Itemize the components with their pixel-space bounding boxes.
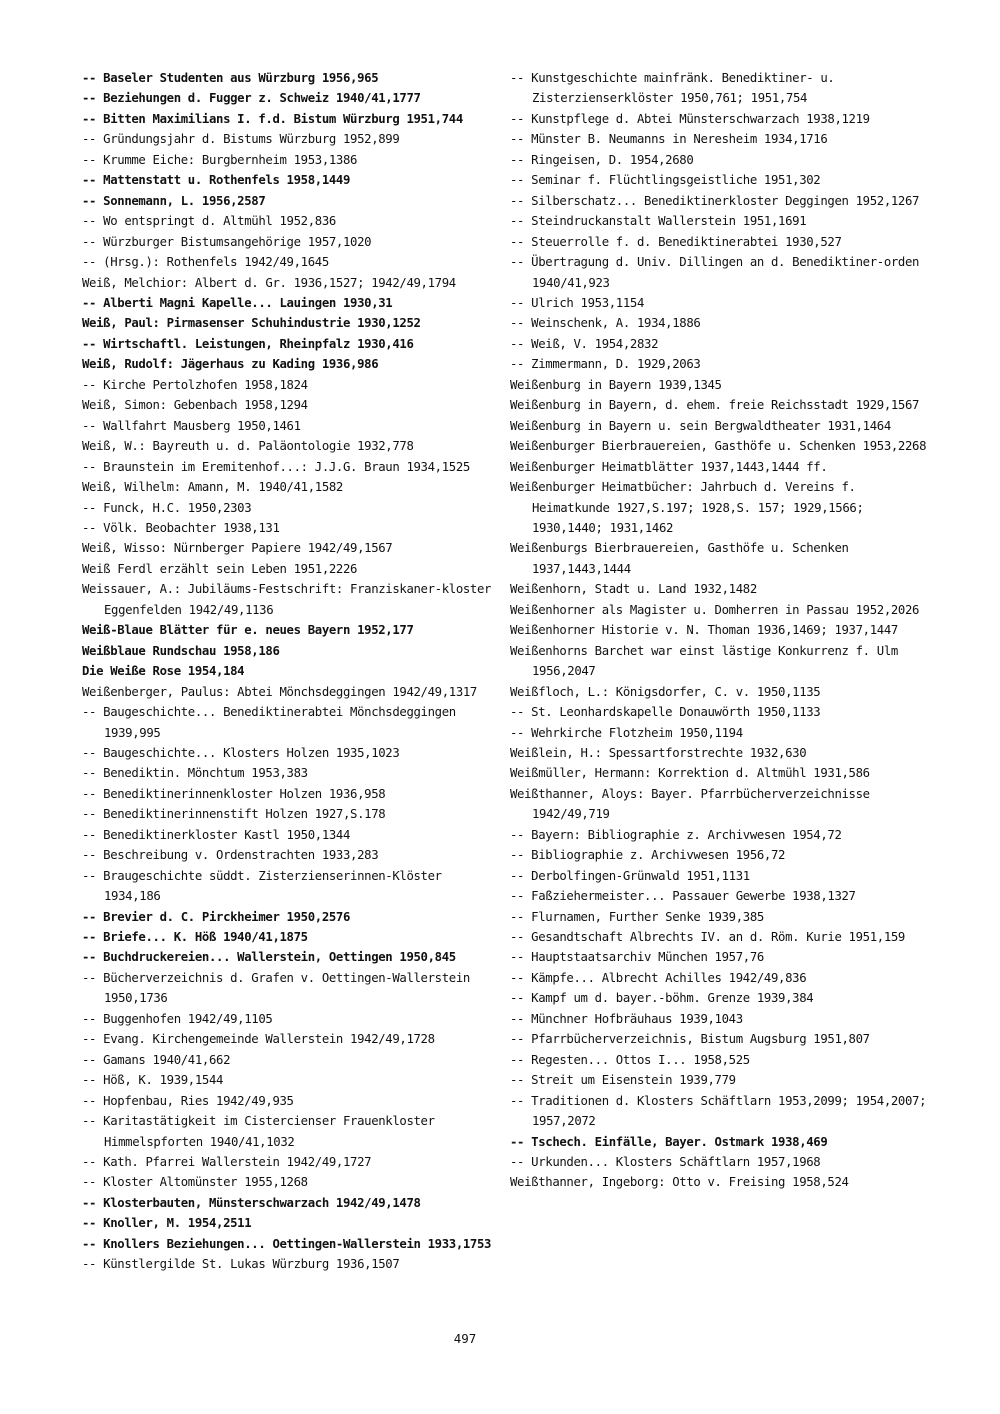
index-entry: -- Künstlergilde St. Lukas Würzburg 1936,1507 (82, 1257, 400, 1272)
index-entry: -- Völk. Beobachter 1938,131 (82, 520, 280, 535)
index-entry: -- Hopfenbau, Ries 1942/49,935 (82, 1093, 294, 1108)
index-entry: -- Braugeschichte süddt. Zisterzienserinnen-Klöster 1934,186 (82, 868, 442, 904)
page-number: 497 (453, 1331, 477, 1346)
index-entry: -- Buchdruckereien... Wallerstein, Oettingen 1950,845 (82, 950, 456, 965)
index-entry: -- Krumme Eiche: Burgbernheim 1953,1386 (82, 152, 358, 167)
index-entry: Weiß, Paul: Pirmasenser Schuhindustrie 1930,1252 (82, 316, 421, 331)
index-entry: -- Baugeschichte... Klosters Holzen 1935,1023 (82, 745, 400, 760)
index-entry: -- Wirtschaftl. Leistungen, Rheinpfalz 1930,416 (82, 336, 414, 351)
index-entry: Weißfloch, L.: Königsdorfer, C. v. 1950,1135 (510, 684, 821, 699)
index-entry: -- Baugeschichte... Benediktinerabtei Mönchsdeggingen 1939,995 (82, 705, 456, 740)
index-entry: Weißenburg in Bayern, d. ehem. freie Reichsstadt 1929,1567 (510, 398, 920, 413)
index-entry: Weißenhorner Historie v. N. Thoman 1936,1469; 1937,1447 (510, 623, 898, 638)
index-entry: -- Flurnamen, Further Senke 1939,385 (510, 909, 764, 924)
index-entry: -- Kampf um d. bayer.-böhm. Grenze 1939,384 (510, 991, 814, 1006)
index-entry: -- Weiß, V. 1954,2832 (510, 336, 659, 351)
index-entry: Weißenburger Bierbrauereien, Gasthöfe u. Schenken 1953,2268 (510, 439, 927, 454)
index-entry: -- Silberschatz... Benediktinerkloster Deggingen 1952,1267 (510, 193, 920, 208)
index-entry: Weißenhorns Barchet war einst lästige Konkurrenz f. Ulm 1956,2047 (510, 643, 898, 679)
index-entry: -- Funck, H.C. 1950,2303 (82, 500, 252, 515)
index-entry: -- Würzburger Bistumsangehörige 1957,1020 (82, 234, 372, 249)
index-entry: -- Regesten... Ottos I... 1958,525 (510, 1052, 750, 1067)
index-entry: -- Urkunden... Klosters Schäftlarn 1957,1968 (510, 1155, 821, 1170)
index-entry: -- Seminar f. Flüchtlingsgeistliche 1951,302 (510, 173, 821, 188)
index-entry: -- Bayern: Bibliographie z. Archivwesen 1954,72 (510, 827, 842, 842)
index-entry: -- Derbolfingen-Grünwald 1951,1131 (510, 868, 750, 883)
index-entry: -- Bibliographie z. Archivwesen 1956,72 (510, 848, 786, 863)
right-column (510, 68, 930, 1193)
index-entry: Weißthanner, Aloys: Bayer. Pfarrbücherverzeichnisse 1942/49,719 (510, 786, 870, 822)
index-entry: -- Briefe... K. Höß 1940/41,1875 (82, 930, 308, 945)
index-entry: -- Pfarrbücherverzeichnis, Bistum Augsburg 1951,807 (510, 1032, 870, 1047)
index-entry: -- Brevier d. C. Pirckheimer 1950,2576 (82, 909, 351, 924)
index-entry: -- Gründungsjahr d. Bistums Würzburg 1952,899 (82, 132, 400, 147)
index-entry: Weiß, Melchior: Albert d. Gr. 1936,1527; 1942/49,1794 (82, 275, 456, 290)
index-entry: -- Wallfahrt Mausberg 1950,1461 (82, 418, 301, 433)
index-entry: Weißlein, H.: Spessartforstrechte 1932,630 (510, 745, 807, 760)
index-entry: Weißenburgs Bierbrauereien, Gasthöfe u. Schenken 1937,1443,1444 (510, 541, 849, 576)
index-entry: -- Übertragung d. Univ. Dillingen an d. Benediktiner-orden 1940/41,923 (510, 255, 920, 290)
index-entry: -- Kunstpflege d. Abtei Münsterschwarzach 1938,1219 (510, 111, 870, 126)
index-entry: Weißenburger Heimatblätter 1937,1443,1444 ff. (510, 459, 828, 474)
index-entry: Weiß, Wisso: Nürnberger Papiere 1942/49,1567 (82, 541, 393, 556)
index-entry: Weißthanner, Ingeborg: Otto v. Freising 1958,524 (510, 1175, 849, 1190)
index-entry: -- Steindruckanstalt Wallerstein 1951,1691 (510, 214, 807, 229)
index-entry: -- Beschreibung v. Ordenstrachten 1933,283 (82, 848, 379, 863)
index-entry: Weißmüller, Hermann: Korrektion d. Altmühl 1931,586 (510, 766, 870, 781)
index-entry: -- Wo entspringt d. Altmühl 1952,836 (82, 214, 336, 229)
index-entry: -- Evang. Kirchengemeinde Wallerstein 1942/49,1728 (82, 1032, 435, 1047)
index-entry: Weissauer, A.: Jubiläums-Festschrift: Franziskaner-kloster Eggenfelden 1942/49,1136 (82, 582, 492, 617)
index-entry: -- Kirche Pertolzhofen 1958,1824 (82, 377, 308, 392)
index-entry: -- Beziehungen d. Fugger z. Schweiz 1940/41,1777 (82, 91, 421, 106)
index-entry: -- Höß, K. 1939,1544 (82, 1073, 224, 1088)
left-column (82, 68, 502, 1275)
index-entry: -- Traditionen d. Klosters Schäftlarn 1953,2099; 1954,2007; 1957,2072 (510, 1093, 927, 1129)
index-entry: -- Münster B. Neumanns in Neresheim 1934,1716 (510, 132, 828, 147)
index-entry: -- Faßziehermeister... Passauer Gewerbe 1938,1327 (510, 889, 856, 904)
index-entry: Weiß, Wilhelm: Amann, M. 1940/41,1582 (82, 480, 343, 495)
index-entry: Weiß, Rudolf: Jägerhaus zu Kading 1936,986 (82, 357, 379, 372)
index-entry: -- Braunstein im Eremitenhof...: J.J.G. Braun 1934,1525 (82, 459, 470, 474)
index-entry: -- Mattenstatt u. Rothenfels 1958,1449 (82, 173, 351, 188)
index-entry: -- Kloster Altomünster 1955,1268 (82, 1175, 308, 1190)
index-entry: Weiß, Simon: Gebenbach 1958,1294 (82, 398, 308, 413)
index-entry: -- Bücherverzeichnis d. Grafen v. Oettingen-Wallerstein 1950,1736 (82, 970, 470, 1006)
index-entry: -- St. Leonhardskapelle Donauwörth 1950,1133 (510, 705, 821, 720)
index-entry: -- Buggenhofen 1942/49,1105 (82, 1011, 273, 1026)
index-entry: -- Hauptstaatsarchiv München 1957,76 (510, 950, 764, 965)
index-entry: -- Alberti Magni Kapelle... Lauingen 1930,31 (82, 295, 393, 310)
index-entry: Weißblaue Rundschau 1958,186 (82, 643, 280, 658)
index-entry: -- Ulrich 1953,1154 (510, 295, 645, 310)
index-entry: -- Knollers Beziehungen... Oettingen-Wallerstein 1933,1753 (82, 1236, 492, 1251)
index-entry: -- Baseler Studenten aus Würzburg 1956,965 (82, 71, 379, 85)
index-entry: -- Kath. Pfarrei Wallerstein 1942/49,1727 (82, 1155, 372, 1170)
index-entry: Weißenberger, Paulus: Abtei Mönchsdeggingen 1942/49,1317 (82, 684, 477, 699)
index-entry: -- Gesandtschaft Albrechts IV. an d. Röm. Kurie 1951,159 (510, 930, 905, 945)
index-entry: Weiß, W.: Bayreuth u. d. Paläontologie 1932,778 (82, 439, 414, 454)
index-entry: -- Ringeisen, D. 1954,2680 (510, 152, 694, 167)
index-entry: -- Gamans 1940/41,662 (82, 1052, 231, 1067)
index-entry: -- Weinschenk, A. 1934,1886 (510, 316, 701, 331)
index-entry: Die Weiße Rose 1954,184 (82, 664, 245, 679)
index-entry: Weißenburg in Bayern 1939,1345 (510, 377, 722, 392)
index-entry: -- Benediktinerkloster Kastl 1950,1344 (82, 827, 351, 842)
index-entry: -- Münchner Hofbräuhaus 1939,1043 (510, 1011, 743, 1026)
index-entry: Weißenburg in Bayern u. sein Bergwaldtheater 1931,1464 (510, 418, 891, 433)
index-entry: -- Karitastätigkeit im Cistercienser Frauenkloster Himmelspforten 1940/41,1032 (82, 1114, 435, 1149)
index-entry: Weißenhorner als Magister u. Domherren in Passau 1952,2026 (510, 602, 920, 617)
index-entry: -- Zimmermann, D. 1929,2063 (510, 357, 701, 372)
index-entry: -- (Hrsg.): Rothenfels 1942/49,1645 (82, 255, 329, 270)
index-entry: -- Klosterbauten, Münsterschwarzach 1942/49,1478 (82, 1195, 421, 1210)
index-entry: -- Streit um Eisenstein 1939,779 (510, 1073, 736, 1088)
index-entry: -- Benediktin. Mönchtum 1953,383 (82, 766, 308, 781)
index-entry: -- Sonnemann, L. 1956,2587 (82, 193, 266, 208)
index-entry: -- Kunstgeschichte mainfränk. Benediktiner- u. Zisterzienserklöster 1950,761; 1951,754 (510, 71, 835, 106)
index-entry: -- Bitten Maximilians I. f.d. Bistum Würzburg 1951,744 (82, 111, 463, 126)
index-entry: -- Wehrkirche Flotzheim 1950,1194 (510, 725, 743, 740)
index-entry: Weißenburger Heimatbücher: Jahrbuch d. Vereins f. Heimatkunde 1927,S.197; 1928,S. 157; 1929,1566; 1930,1440; 1931,1462 (510, 480, 864, 535)
index-entry: -- Steuerrolle f. d. Benediktinerabtei 1930,527 (510, 234, 842, 249)
index-entry: Weißenhorn, Stadt u. Land 1932,1482 (510, 582, 757, 597)
index-entry: -- Knoller, M. 1954,2511 (82, 1216, 252, 1231)
index-entry: -- Benediktinerinnenstift Holzen 1927,S.178 (82, 807, 386, 822)
index-entry: Weiß Ferdl erzählt sein Leben 1951,2226 (82, 561, 358, 576)
index-entry: -- Tschech. Einfälle, Bayer. Ostmark 1938,469 (510, 1134, 828, 1149)
index-entry: Weiß-Blaue Blätter für e. neues Bayern 1952,177 (82, 623, 414, 638)
index-entry: -- Kämpfe... Albrecht Achilles 1942/49,836 (510, 970, 807, 985)
index-entry: -- Benediktinerinnenkloster Holzen 1936,958 (82, 786, 386, 801)
